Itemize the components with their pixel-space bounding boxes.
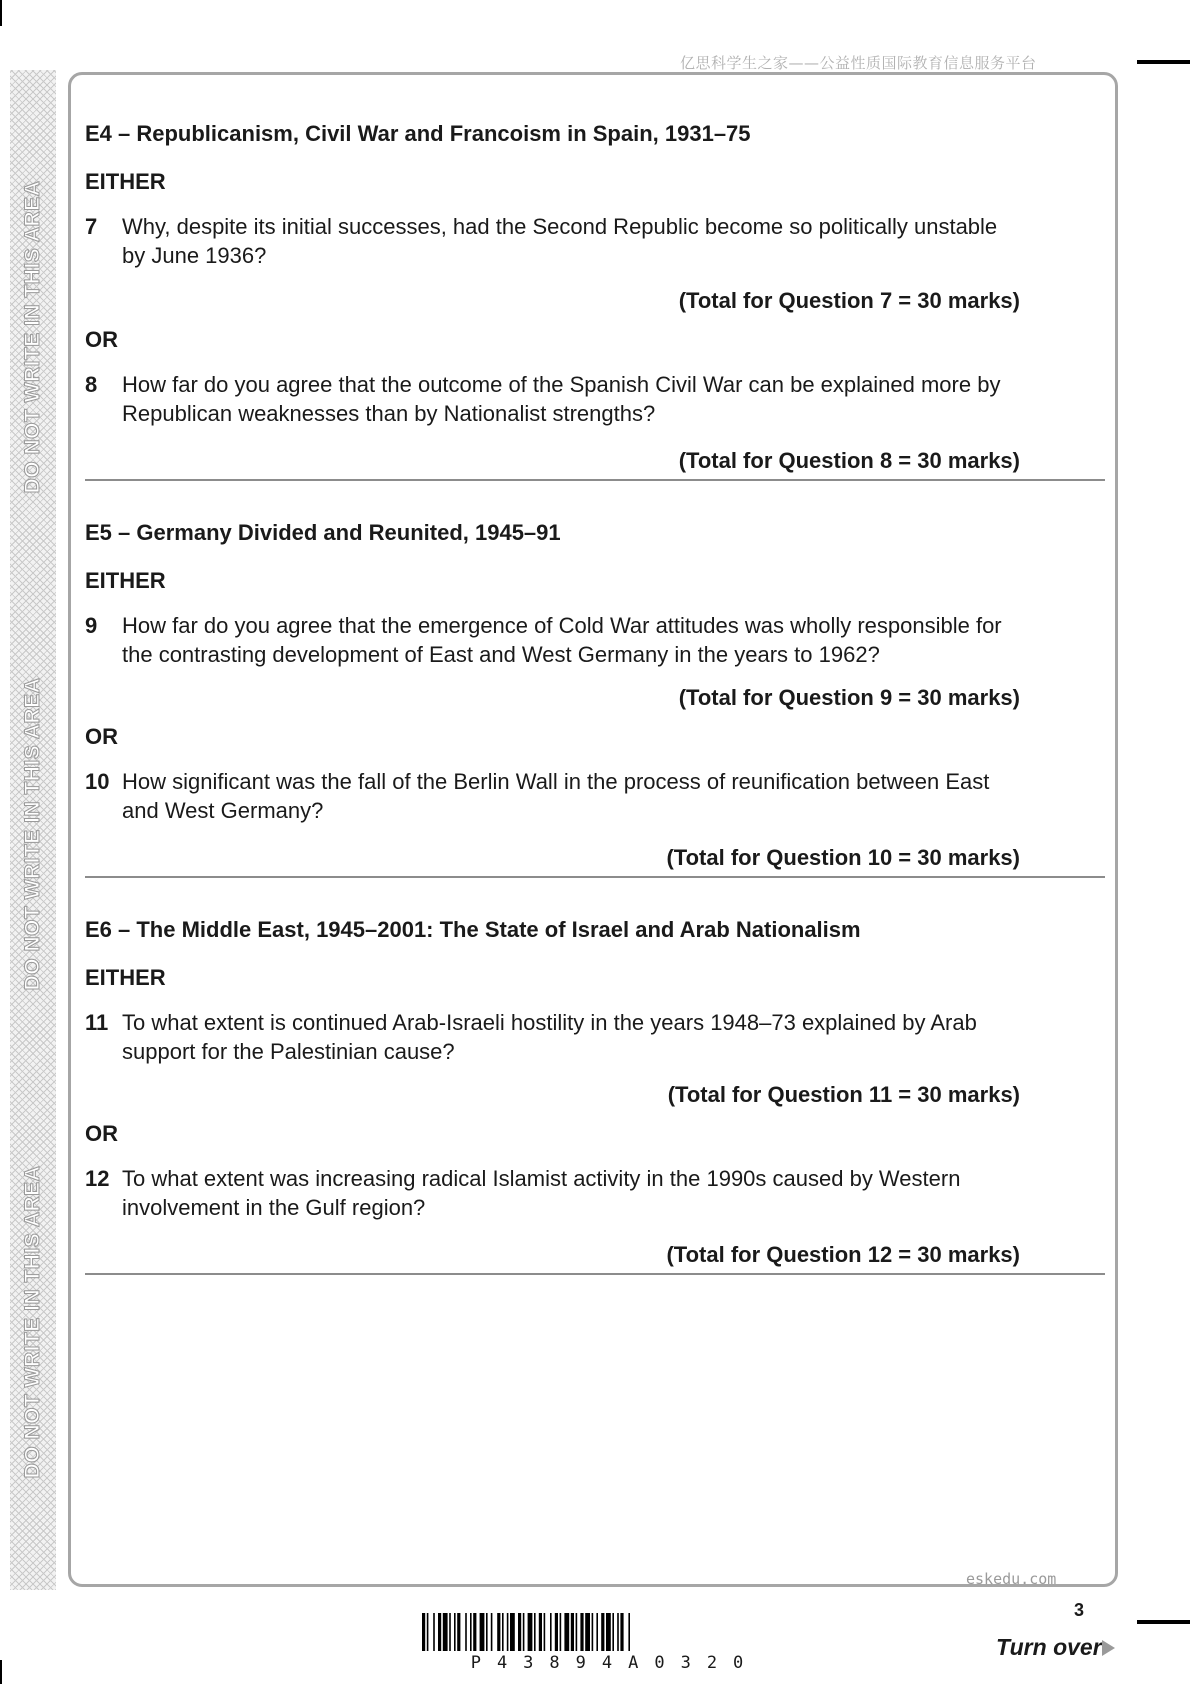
section-divider xyxy=(85,1273,1105,1275)
barcode-text: P43894A0320 xyxy=(470,1653,760,1673)
watermark-bottom: eskedu.com xyxy=(966,1570,1057,1588)
barcode-bar xyxy=(470,1613,472,1651)
turn-over-arrow-icon xyxy=(1102,1640,1115,1656)
crop-mark-bottom-right xyxy=(1137,1620,1190,1624)
question-total: (Total for Question 8 = 30 marks) xyxy=(678,448,1020,473)
section-e6 xyxy=(85,906,1105,1275)
barcode-bar xyxy=(491,1613,493,1651)
barcode-bar xyxy=(592,1613,594,1651)
watermark-top: 亿思科学生之家——公益性质国际教育信息服务平台 xyxy=(680,54,1037,72)
question-total: (Total for Question 10 = 30 marks) xyxy=(666,845,1020,870)
section-divider xyxy=(85,876,1105,878)
question-8 xyxy=(85,370,1022,428)
either-label: EITHER xyxy=(85,169,166,194)
or-label: OR xyxy=(85,724,118,749)
question-text: To what extent is continued Arab-Israeli hostility in the years 1948–73 explained by Arab support for the Palestinian cause? xyxy=(122,1010,977,1064)
question-10 xyxy=(85,767,1022,825)
barcode-bar xyxy=(576,1613,578,1651)
section-title: E4 – Republicanism, Civil War and Francoism in Spain, 1931–75 xyxy=(85,121,751,146)
question-number: 10 xyxy=(85,769,110,794)
barcode-bar xyxy=(580,1613,583,1651)
barcode-bar xyxy=(438,1613,441,1651)
barcode-bar xyxy=(486,1613,488,1651)
barcode-bar xyxy=(523,1613,525,1651)
section-title: E5 – Germany Divided and Reunited, 1945–91 xyxy=(85,520,561,545)
barcode-bar xyxy=(502,1613,504,1651)
barcode-bar xyxy=(571,1613,574,1651)
barcode-bar xyxy=(544,1613,546,1651)
question-total: (Total for Question 9 = 30 marks) xyxy=(678,685,1020,710)
question-number: 8 xyxy=(85,372,98,397)
question-total: (Total for Question 7 = 30 marks) xyxy=(678,288,1020,313)
barcode-bar xyxy=(480,1613,485,1651)
barcode-bar xyxy=(507,1613,509,1651)
or-label: OR xyxy=(85,1121,118,1146)
question-content xyxy=(85,110,1105,1275)
either-label: EITHER xyxy=(85,568,166,593)
question-number: 11 xyxy=(85,1010,109,1035)
section-title: E6 – The Middle East, 1945–2001: The State of Israel and Arab Nationalism xyxy=(85,917,861,942)
question-text: To what extent was increasing radical Islamist activity in the 1990s caused by Western involvement in the Gulf region? xyxy=(122,1166,961,1220)
question-text: How far do you agree that the emergence of Cold War attitudes was wholly responsible for the contrasting development of East and West Germany in the years to 1962? xyxy=(122,613,1002,667)
barcode-bar xyxy=(564,1613,569,1651)
barcode-bar xyxy=(427,1613,429,1651)
barcode-bar xyxy=(454,1613,456,1651)
question-11 xyxy=(85,1008,1022,1066)
barcode-bar xyxy=(617,1613,619,1651)
barcode-bar xyxy=(422,1613,425,1651)
barcode-bar xyxy=(601,1613,604,1651)
question-text: How significant was the fall of the Berlin Wall in the process of reunification between East and West Germany? xyxy=(122,769,990,823)
section-e5 xyxy=(85,509,1105,878)
barcode-bar xyxy=(585,1613,590,1651)
barcode-bar xyxy=(606,1613,611,1651)
barcode-bar xyxy=(473,1613,476,1651)
question-text: How far do you agree that the outcome of the Spanish Civil War can be explained more by Republican weaknesses than by Nationalist strengths? xyxy=(122,372,1001,426)
question-9 xyxy=(85,611,1022,669)
barcode-bar xyxy=(457,1613,460,1651)
or-label: OR xyxy=(85,327,118,352)
barcode-bar xyxy=(449,1613,451,1651)
page-number: 3 xyxy=(1074,1600,1085,1620)
barcode-bar xyxy=(620,1613,623,1651)
turn-over-label: Turn over xyxy=(996,1634,1102,1660)
barcode-bar xyxy=(443,1613,448,1651)
barcode-bar xyxy=(534,1613,536,1651)
question-total: (Total for Question 11 = 30 marks) xyxy=(667,1082,1020,1107)
question-total: (Total for Question 12 = 30 marks) xyxy=(666,1242,1020,1267)
barcode-bar xyxy=(510,1613,515,1651)
barcode-bars xyxy=(420,1613,810,1651)
crop-mark-top-right xyxy=(1137,60,1190,64)
barcode xyxy=(420,1613,810,1673)
question-number: 9 xyxy=(85,613,98,638)
question-7 xyxy=(85,212,1022,270)
barcode-bar xyxy=(596,1613,598,1651)
barcode-bar xyxy=(560,1613,562,1651)
barcode-bar xyxy=(628,1613,630,1651)
crop-mark-top-left xyxy=(0,0,2,26)
barcode-bar xyxy=(465,1613,467,1651)
question-number: 12 xyxy=(85,1166,110,1191)
barcode-bar xyxy=(518,1613,521,1651)
barcode-bar xyxy=(433,1613,435,1651)
question-text: Why, despite its initial successes, had the Second Republic become so politically unstable by June 1936? xyxy=(122,214,998,268)
section-e4 xyxy=(85,110,1105,481)
question-12 xyxy=(85,1164,1022,1222)
barcode-bar xyxy=(497,1613,500,1651)
barcode-bar xyxy=(528,1613,533,1651)
barcode-bar xyxy=(555,1613,558,1651)
barcode-bar xyxy=(612,1613,614,1651)
barcode-bar xyxy=(550,1613,552,1651)
question-number: 7 xyxy=(85,214,98,239)
barcode-bar xyxy=(539,1613,542,1651)
crop-mark-bottom-left xyxy=(0,1660,2,1684)
either-label: EITHER xyxy=(85,965,166,990)
section-divider xyxy=(85,479,1105,481)
